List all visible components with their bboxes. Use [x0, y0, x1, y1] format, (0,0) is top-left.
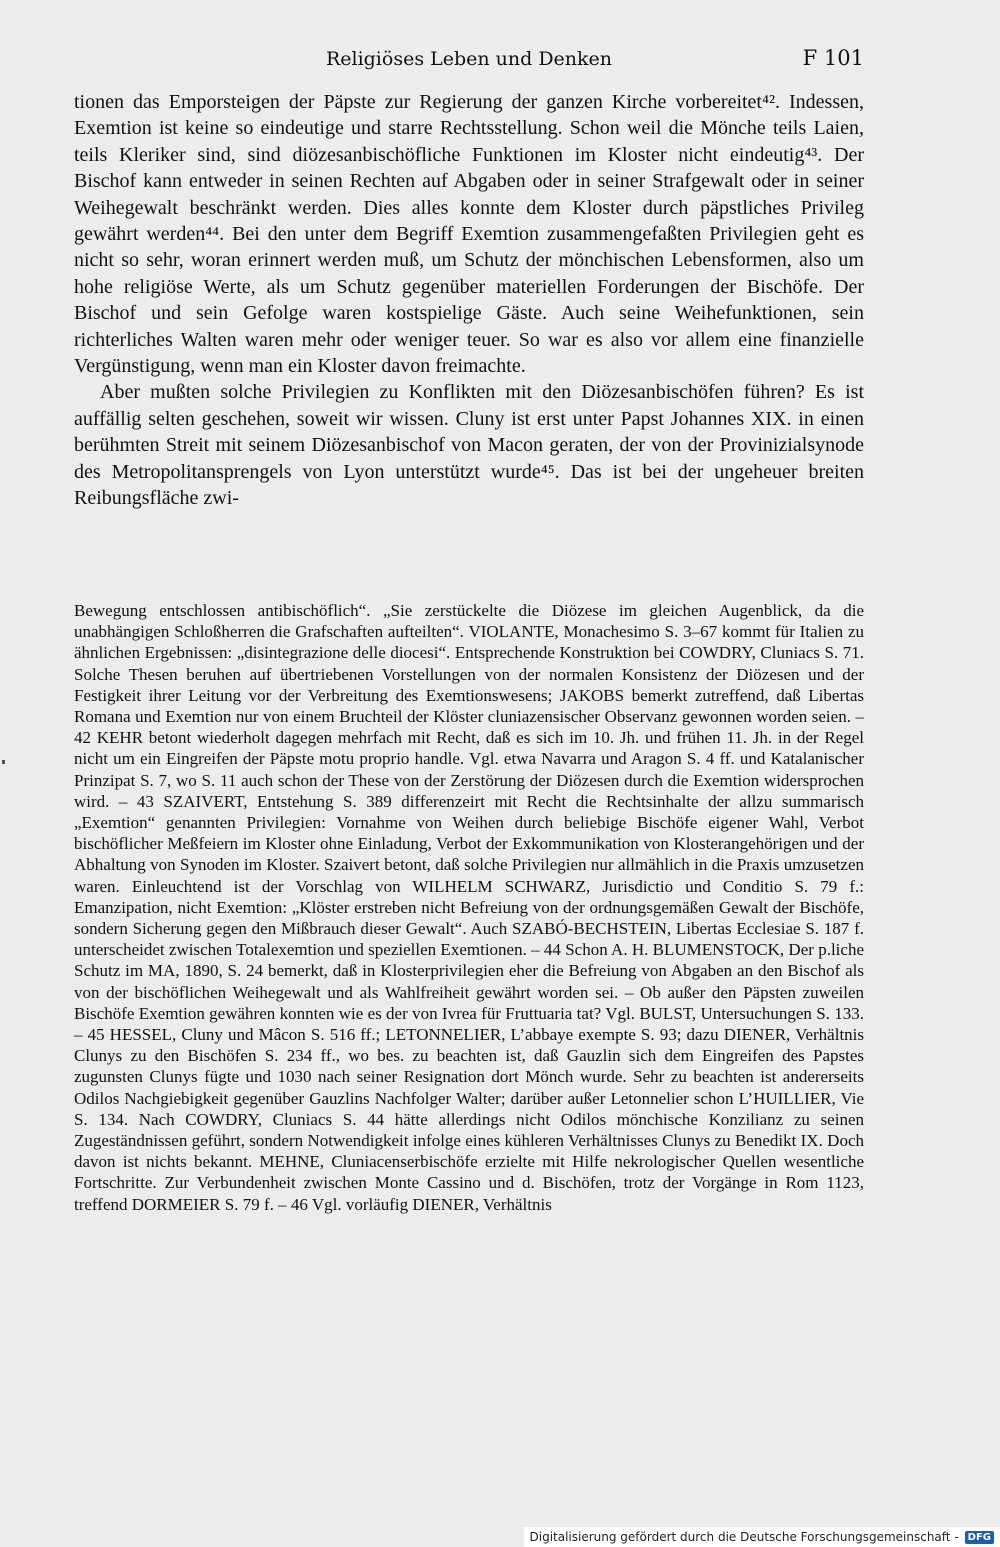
main-text — [74, 89, 864, 512]
footnote-text: Bewegung entschlossen antibischöflich“. „Sie zerstückelte die Diözese im gleichen Augenblick, da die unabhängigen Schloßherren die Grafschaften aufteilten“. VIOLANTE, Monachesimo S. 3–67 kommt für Italien zu ähnlichen Ergebnissen: „disintegrazione delle diocesi“. Entsprechende Konstruktion bei COWDRY, Cluniacs S. 71. Solche Thesen beruhen auf übertriebenen Vorstellungen von der normalen Konsistenz der Diözesen und der Festigkeit ihrer Leitung vor der Verbreitung des Exemtionswesens; JAKOBS bemerkt zutreffend, daß Libertas Romana und Exemtion nur von einem Bruchteil der Klöster cluniazensischer Observanz gewonnen worden seien. – 42 KEHR betont wiederholt dagegen mehrfach mit Recht, daß es sich im 10. Jh. und frühen 11. Jh. in der Regel nicht um ein Eingreifen der Päpste motu proprio handle. Vgl. etwa Navarra und Aragon S. 4 ff. und Katalanischer Prinzipat S. 7, wo S. 11 auch schon der These von der Zerstörung der Diözesen durch die Exemtion widersprochen wird. – 43 SZAIVERT, Entstehung S. 389 differenzeirt mit Recht die Rechtsinhalte der allzu summarisch „Exemtion“ genannten Privilegien: Vornahme von Weihen durch beliebige Bischöfe eigener Wahl, Verbot bischöflicher Meßfeiern im Kloster ohne Einladung, Verbot der Exkommunikation von Klosterangehörigen und der Abhaltung von Synoden im Kloster. Szaivert betont, daß solche Privilegien nur allmählich in die Praxis umzusetzen waren. Einleuchtend ist der Vorschlag von WILHELM SCHWARZ, Jurisdictio und Conditio S. 79 f.: Emanzipation, nicht Exemtion: „Klöster erstreben nicht Befreiung von der ordnungsgemäßen Gewalt der Bischöfe, sondern Sicherung gegen den Mißbrauch dieser Gewalt“. Auch SZABÓ-BECHSTEIN, Libertas Ecclesiae S. 187 f. unterscheidet zwischen Totalexemtion und speziellen Exemtionen. – 44 Schon A. H. BLUMENSTOCK, Der p.liche Schutz im MA, 1890, S. 24 bemerkt, daß in Klosterprivilegien eher die Befreiung von Abgaben an den Bischof als von der bischöflichen Weihegewalt und als Wahlfreiheit gewährt worden sei. – Ob außer den Päpsten zuweilen Bischöfe Exemtion gewähren konnten wie es der von Ivrea für Fruttuaria tat? Vgl. BULST, Untersuchungen S. 133. – 45 HESSEL, Cluny und Mâcon S. 516 ff.; LETONNELIER, L’abbaye exempte S. 93; dazu DIENER, Verhältnis Clunys zu den Bischöfen S. 234 ff., wo bes. zu beachten ist, daß Gauzlin sich dem Eingreifen des Papstes zugunsten Clunys fügte und 1030 nach seiner Resignation dort Mönch wurde. Sehr zu beachten ist andererseits Odilos Nachgiebigkeit gegenüber Gauzlins Nachfolger Walter; darüber außer Letonnelier schon L’HUILLIER, Vie S. 134. Nach COWDRY, Cluniacs S. 44 hätte allerdings nicht Odilos mönchische Konzilianz zu seinen Zugeständnissen geführt, sondern Notwendigkeit infolge eines kühleren Verhältnisses Clunys zu Benedikt IX. Doch davon ist nichts bekannt. MEHNE, Cluniacenserbischöfe erzielte mit Hilfe nekrologischer Quellen wesentliche Fortschritte. Zur Verbundenheit zwischen Monte Cassino und d. Bischöfen, trotz der Vorgänge in Rom 1123, treffend DORMEIER S. 79 f. – 46 Vgl. vorläufig DIENER, Verhältnis — [74, 601, 864, 1214]
paragraph: Aber mußten solche Privilegien zu Konflikten mit den Diözesanbischöfen führen? Es ist auffällig selten geschehen, soweit wir wissen. Cluny ist erst unter Papst Johannes XIX. in einen berühmten Streit mit seinem Diözesanbischof von Macon geraten, der von der Provinizialsynode des Metropolitansprengels von Lyon unterstützt wurde⁴⁵. Das ist bei der ungeheuer breiten Reibungsfläche zwi- — [74, 381, 864, 510]
page-header — [74, 40, 864, 80]
footnotes — [74, 600, 864, 1215]
paragraph: tionen das Emporsteigen der Päpste zur Regierung der ganzen Kirche vorbereitet⁴². Indessen, Exemtion ist keine so eindeutige und starre Rechtsstellung. Schon weil die Mönche teils Laien, teils Kleriker sind, sind diözesanbischöfliche Funktionen im Kloster nicht eindeutig⁴³. Der Bischof kann entweder in seinen Rechten auf Abgaben oder in seiner Strafgewalt oder in seiner Weihegewalt beschränkt werden. Dies alles konnte dem Kloster durch päpstliches Privileg gewährt werden⁴⁴. Bei den unter dem Begriff Exemtion zusammengefaßten Privilegien geht es nicht so sehr, woran erinnert werden muß, um Schutz der mönchischen Lebensformen, also um hohe religiöse Werte, als um Schutz gegenüber materiellen Forderungen der Bischöfe. Der Bischof und sein Gefolge waren kostspielige Gäste. Auch seine Weihefunktionen, sein richterliches Walten waren mehr oder weniger teuer. So war es also vor allem eine finanzielle Vergünstigung, wenn man ein Kloster davon freimachte. — [74, 91, 864, 378]
dfg-logo: DFG — [965, 1531, 994, 1544]
page-number: F 101 — [802, 46, 864, 70]
digitization-credit — [524, 1527, 1000, 1547]
scan-artifact — [2, 760, 5, 764]
running-title: Religiöses Leben und Denken — [325, 48, 613, 70]
credit-text: Digitalisierung gefördert durch die Deutsche Forschungsgemeinschaft - — [529, 1530, 959, 1544]
